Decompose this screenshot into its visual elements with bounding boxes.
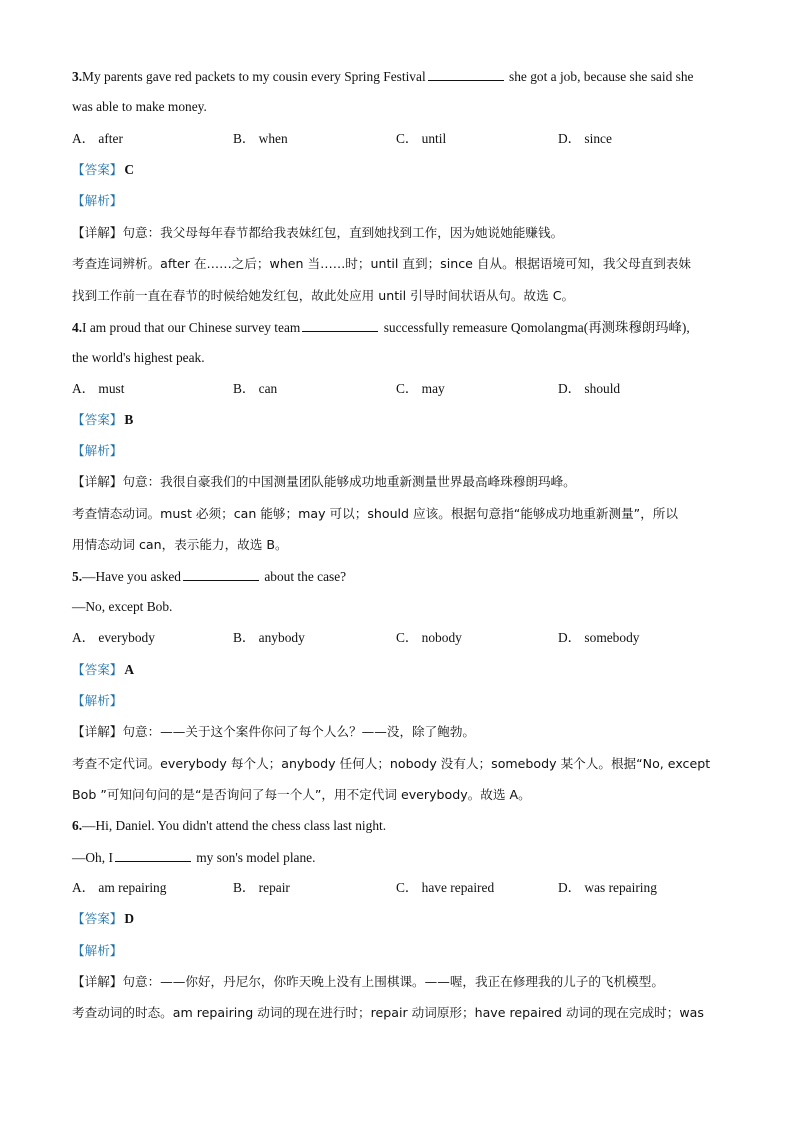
q6-analysis-line — [72, 942, 722, 960]
q5-answer-line — [72, 661, 722, 679]
q5-blank — [183, 567, 259, 581]
q6-stem-line2-part2: my son's model plane. — [192, 850, 316, 865]
q6-answer-line — [72, 910, 722, 928]
q4-stem-part1: I am proud that our Chinese survey team — [82, 320, 301, 335]
q5-stem-line2: —No, except Bob. — [72, 599, 173, 614]
q3-explain-2: 找到工作前一直在春节的时候给她发红包，故此处应用 until 引导时间状语从句。故选 C。 — [72, 288, 575, 303]
q3-stem-part2: she got a job, because she said she — [505, 69, 694, 84]
q5-detail: 句意：——关于这个案件你问了每个人么？——没，除了鲍勃。 — [122, 724, 475, 739]
q3-answer-line — [72, 161, 722, 179]
q4-option-a: A． must — [72, 381, 125, 396]
q5-number: 5. — [72, 569, 83, 584]
q4-analysis-label: 【解析】 — [72, 443, 123, 458]
q3-stem-line2: was able to make money. — [72, 99, 207, 114]
q5-analysis-line — [72, 692, 722, 710]
q6-stem-line2 — [72, 848, 722, 867]
q6-option-c: C． have repaired — [396, 880, 495, 895]
q5-option-a: A． everybody — [72, 630, 155, 645]
q3-stem — [72, 67, 722, 86]
q3-option-a: A． after — [72, 131, 123, 146]
q3-option-b: B． when — [233, 131, 288, 146]
q6-analysis-label: 【解析】 — [72, 943, 123, 958]
q3-detail-line — [72, 224, 722, 242]
q5-option-c: C． nobody — [396, 630, 462, 645]
q5-option-b: B． anybody — [233, 630, 305, 645]
q4-detail: 句意：我很自豪我们的中国测量团队能够成功地重新测量世界最高峰珠穆朗玛峰。 — [122, 474, 576, 489]
q6-answer-label: 【答案】 — [72, 911, 123, 926]
q4-explain-2: 用情态动词 can，表示能力，故选 B。 — [72, 537, 288, 552]
q6-options — [72, 879, 722, 897]
q6-explain-1: 考查动词的时态。am repairing 动词的现在进行时；repair 动词原形；have repaired 动词的现在完成时；was — [72, 1005, 704, 1020]
q5-detail-label: 【详解】 — [72, 724, 123, 739]
q4-answer-label: 【答案】 — [72, 412, 123, 427]
q3-analysis-label: 【解析】 — [72, 193, 123, 208]
q3-answer: C — [124, 162, 135, 177]
q5-stem-part2: about the case? — [260, 569, 347, 584]
q3-detail: 句意：我父母每年春节都给我表妹红包，直到她找到工作，因为她说她能赚钱。 — [122, 225, 564, 240]
q6-detail: 句意：——你好，丹尼尔，你昨天晚上没有上围棋课。——喔，我正在修理我的儿子的飞机模型。 — [122, 974, 664, 989]
q4-option-d: D． should — [558, 381, 621, 396]
q3-explain-1: 考查连词辨析。after 在……之后；when 当……时；until 直到；since 自从。根据语境可知，我父母直到表妹 — [72, 256, 691, 271]
q4-stem-line2: the world's highest peak. — [72, 350, 205, 365]
q5-stem — [72, 567, 722, 586]
q4-number: 4. — [72, 320, 83, 335]
q6-option-a: A． am repairing — [72, 880, 167, 895]
q4-detail-label: 【详解】 — [72, 474, 123, 489]
q6-option-b: B． repair — [233, 880, 290, 895]
q5-options — [72, 629, 722, 647]
q4-option-b: B． can — [233, 381, 278, 396]
q3-blank — [428, 67, 504, 81]
q3-stem-part1: My parents gave red packets to my cousin every Spring Festival — [82, 69, 426, 84]
q5-analysis-label: 【解析】 — [72, 693, 123, 708]
q5-detail-line — [72, 723, 722, 741]
q3-analysis-line — [72, 192, 722, 210]
q4-stem — [72, 318, 722, 337]
q6-stem-line2-part1: —Oh, I — [72, 850, 113, 865]
q5-option-d: D． somebody — [558, 630, 640, 645]
q3-option-c: C． until — [396, 131, 447, 146]
q6-stem — [72, 817, 722, 835]
q6-blank — [115, 848, 191, 862]
q5-answer-label: 【答案】 — [72, 662, 123, 677]
q6-answer: D — [124, 911, 135, 926]
q6-stem-part1: —Hi, Daniel. You didn't attend the chess class last night. — [82, 818, 387, 833]
q6-detail-line — [72, 973, 722, 991]
q5-explain-1: 考查不定代词。everybody 每个人；anybody 任何人；nobody 没有人；somebody 某个人。根据“No, except — [72, 756, 711, 771]
q3-detail-label: 【详解】 — [72, 225, 123, 240]
q5-stem-part1: —Have you asked — [82, 569, 181, 584]
q4-blank — [302, 318, 378, 332]
q3-number: 3. — [72, 69, 83, 84]
q5-answer: A — [124, 662, 135, 677]
q4-options — [72, 380, 722, 398]
q3-options — [72, 130, 722, 148]
q4-detail-line — [72, 473, 722, 491]
q6-option-d: D． was repairing — [558, 880, 657, 895]
q3-answer-label: 【答案】 — [72, 162, 123, 177]
q3-option-d: D． since — [558, 131, 612, 146]
q5-explain-2: Bob ”可知问句问的是“是否询问了每一个人”，用不定代词 everybody。故选 A。 — [72, 787, 531, 802]
q4-analysis-line — [72, 442, 722, 460]
q4-answer-line — [72, 411, 722, 429]
q6-detail-label: 【详解】 — [72, 974, 123, 989]
q4-stem-part2: successfully remeasure Qomolangma(再测珠穆朗玛峰), — [380, 320, 690, 335]
q4-option-c: C． may — [396, 381, 445, 396]
q6-number: 6. — [72, 818, 83, 833]
q4-answer: B — [124, 412, 134, 427]
q4-explain-1: 考查情态动词。must 必须；can 能够；may 可以；should 应该。根据句意指“能够成功地重新测量”，所以 — [72, 506, 678, 521]
